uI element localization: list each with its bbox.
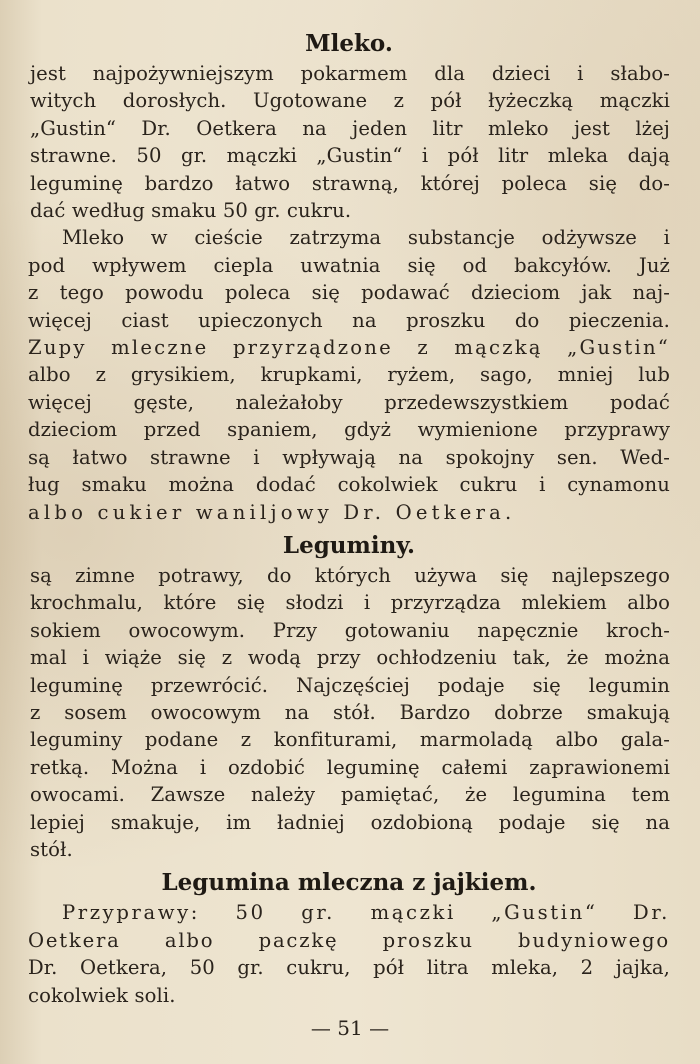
text-line: mal i wiąże się z wodą przy ochłodzeniu tak, że można xyxy=(30,646,670,670)
text-line: „Gustin“ Dr. Oetkera na jeden litr mleko jest lżej xyxy=(30,116,670,140)
text-line: pod wpływem ciepla uwatnia się od bakcyłów. Już xyxy=(28,253,670,277)
text-line: krochmalu, które się słodzi i przyrządza mlekiem albo xyxy=(30,591,670,615)
text-line: witych dorosłych. Ugotowane z pół łyżeczką mączki xyxy=(30,89,670,113)
text-line: z tego powodu poleca się podawać dzieciom jak naj- xyxy=(28,281,670,305)
text-line: dać według smaku 50 gr. cukru. xyxy=(30,199,352,223)
text-line: są łatwo strawne i wpływają na spokojny sen. Wed- xyxy=(28,445,670,469)
text-line: leguminę przewrócić. Najczęściej podaje się legumin xyxy=(30,673,670,697)
text-line: owocami. Zawsze należy pamiętać, że legumina tem xyxy=(30,783,670,807)
text-line: stół. xyxy=(30,837,73,861)
section-heading-legumina-mleczna: Legumina mleczna z jajkiem. xyxy=(161,869,537,897)
text-line: Zupy mleczne przyrządzone z mączką „Gustin“ xyxy=(28,336,670,360)
text-line: retką. Można i ozdobić leguminę całemi zaprawionemi xyxy=(30,755,670,779)
text-line: albo z grysikiem, krupkami, ryżem, sago, mniej lub xyxy=(28,363,670,387)
text-line: ług smaku można dodać cokolwiek cukru i cynamonu xyxy=(28,473,670,497)
text-line: Mleko w cieście zatrzyma substancje odżywsze i xyxy=(62,226,670,250)
text-line: Oetkera albo paczkę proszku budyniowego xyxy=(28,928,670,952)
text-line: strawne. 50 gr. mączki „Gustin“ i pół litr mleka dają xyxy=(30,144,670,168)
text-line: leguminę bardzo łatwo strawną, której poleca się do- xyxy=(30,171,670,195)
text-line: sokiem owocowym. Przy gotowaniu napęcznie kroch- xyxy=(30,618,670,642)
text-line: są zimne potrawy, do których używa się najlepszego xyxy=(30,563,670,587)
section-heading-mleko: Mleko. xyxy=(305,30,393,57)
text-line: albo cukier waniljowy Dr. Oetkera. xyxy=(28,500,516,524)
text-line: dzieciom przed spaniem, gdyż wymienione przyprawy xyxy=(28,418,670,442)
text-line: jest najpożywniejszym pokarmem dla dzieci i słabo- xyxy=(30,62,670,85)
text-line: leguminy podane z konfiturami, marmoladą albo gala- xyxy=(30,728,670,752)
text-line: lepiej smakuje, im ładniej ozdobioną podaje się na xyxy=(30,810,670,834)
section-heading-leguminy: Leguminy. xyxy=(282,531,416,559)
paragraph-mleko-1 xyxy=(28,60,670,224)
paragraph-legumina-przyprawy xyxy=(28,899,670,1009)
page-number: — 51 — xyxy=(310,1016,390,1040)
text-line: Dr. Oetkera, 50 gr. cukru, pół litra mleka, 2 jajka, xyxy=(28,956,670,980)
paragraph-mleko-2 xyxy=(28,224,670,525)
text-line: z sosem owocowym na stół. Bardzo dobrze smakują xyxy=(30,700,670,724)
text-line: Przyprawy: 50 gr. mączki „Gustin“ Dr. xyxy=(62,901,670,925)
text-line: cokolwiek soli. xyxy=(28,983,176,1007)
paragraph-leguminy xyxy=(28,562,670,863)
text-line: więcej ciast upieczonych na proszku do pieczenia. xyxy=(28,308,670,332)
text-line: więcej gęste, należałoby przedewszystkiem podać xyxy=(28,390,670,414)
